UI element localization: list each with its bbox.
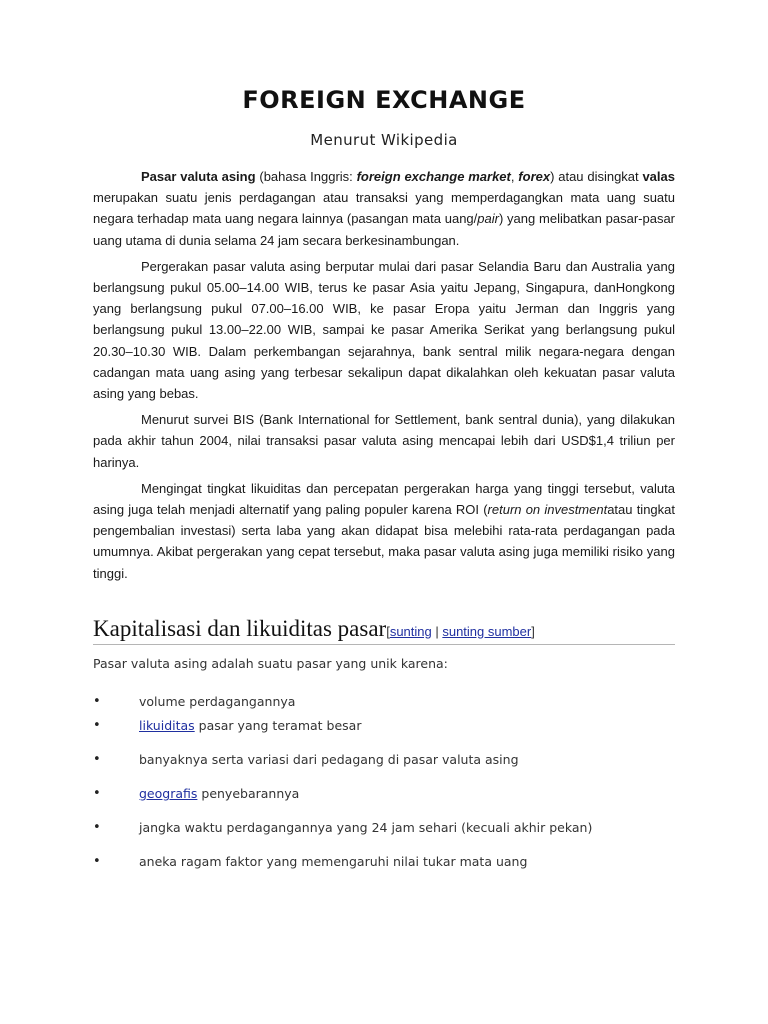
- text-run: merupakan suatu jenis perdagangan atau transaksi yang memperdagangkan mata uang suatu negara terhadap mata uang negara lainnya (pasangan mata uang/: [93, 190, 675, 227]
- term-foreign-exchange-market: foreign exchange market: [356, 169, 511, 184]
- text-run: Mengingat tingkat likuiditas dan percepatan pergerakan harga yang tinggi tersebut, valuta asing juga telah menjadi alternatif yang paling populer karena ROI (: [93, 480, 675, 518]
- bullet-marker: •: [93, 718, 101, 733]
- article-body: [93, 166, 675, 589]
- document-subtitle: Menurut Wikipedia: [310, 131, 458, 149]
- bullet-marker: •: [93, 752, 101, 767]
- text-run: ) yang melibatkan pasar-pasar uang utama di dunia selama 24 jam secara berkesinambungan.: [93, 211, 676, 248]
- text-run: (bahasa Inggris:: [255, 169, 357, 184]
- list-item-text: [139, 786, 299, 801]
- text-run: aneka ragam faktor yang memengaruhi nilai tukar mata uang: [139, 854, 528, 869]
- edit-source-link[interactable]: sunting sumber: [442, 624, 532, 639]
- edit-bracket-open: [: [386, 624, 390, 639]
- text-run: banyaknya serta variasi dari pedagang di pasar valuta asing: [139, 752, 519, 767]
- term-forex: forex: [518, 169, 551, 184]
- paragraph-market-hours: Pergerakan pasar valuta asing berputar mulai dari pasar Selandia Baru dan Australia yang berlangsung pukul 05.00–14.00 WIB, terus ke pasar Asia yaitu Jepang, Singapura, danHongkong yang berlangsung pukul 07.00–16.00 WIB, ke pasar Eropa yaitu Jerman dan Inggris yang berlangsung pukul 13.00–22.00 WIB, sampai ke pasar Amerika Serikat yang berlangsung pukul 20.30–10.30 WIB. Dalam perkembangan sejarahnya, bank sentral milik negara-negara dengan cadangan mata uang asing yang terbesar sekalipun dapat dikalahkan oleh kekuatan pasar valuta asing yang bebas.: [93, 258, 675, 402]
- term-return-on-investment: return on investment: [487, 502, 608, 518]
- document-title: FOREIGN EXCHANGE: [242, 86, 526, 114]
- edit-links: [386, 624, 535, 639]
- paragraph-definition: [93, 166, 675, 251]
- bullet-marker: •: [93, 694, 101, 709]
- text-run: ) atau disingkat: [550, 169, 643, 184]
- paragraph-liquidity: [93, 478, 675, 584]
- bullet-marker: •: [93, 786, 101, 801]
- text-run: volume perdagangannya: [139, 694, 296, 709]
- list-item-text: [139, 718, 361, 733]
- edit-separator: |: [431, 624, 443, 639]
- term-pasar-valuta-asing: Pasar valuta asing: [141, 169, 256, 184]
- text-run: atau tingkat pengembalian investasi) serta laba yang akan didapat bisa melebihi rata-rata perdagangan pada umumnya. Akibat pergerakan yang cepat tersebut, maka pasar valuta asing juga memiliki risiko yang tinggi.: [93, 502, 675, 581]
- section-intro: Pasar valuta asing adalah suatu pasar yang unik karena:: [93, 656, 448, 671]
- link-likuiditas[interactable]: likuiditas: [139, 718, 195, 733]
- text-run: ,: [510, 169, 519, 184]
- list-item-text: [139, 854, 527, 869]
- bullet-marker: •: [93, 820, 101, 835]
- term-pair: pair: [477, 211, 499, 227]
- text-run: jangka waktu perdagangannya yang 24 jam sehari (kecuali akhir pekan): [139, 820, 593, 835]
- text-run: penyebarannya: [197, 786, 300, 801]
- list-item-text: [139, 820, 592, 835]
- link-geografis[interactable]: geografis: [139, 786, 198, 801]
- edit-link[interactable]: sunting: [389, 624, 432, 639]
- paragraph-bis-survey: Menurut survei BIS (Bank International for Settlement, bank sentral dunia), yang dilakukan pada akhir tahun 2004, nilai transaksi pasar valuta asing mencapai lebih dari USD$1,4 triliun per harinya.: [93, 412, 675, 470]
- term-valas: valas: [642, 169, 675, 184]
- edit-bracket-close: ]: [531, 624, 535, 639]
- section-heading: [93, 616, 675, 645]
- bullet-marker: •: [93, 854, 101, 869]
- list-item-text: [139, 752, 519, 767]
- text-run: pasar yang teramat besar: [194, 718, 362, 733]
- section-heading-text: Kapitalisasi dan likuiditas pasar: [93, 616, 387, 641]
- list-item-text: [139, 694, 295, 709]
